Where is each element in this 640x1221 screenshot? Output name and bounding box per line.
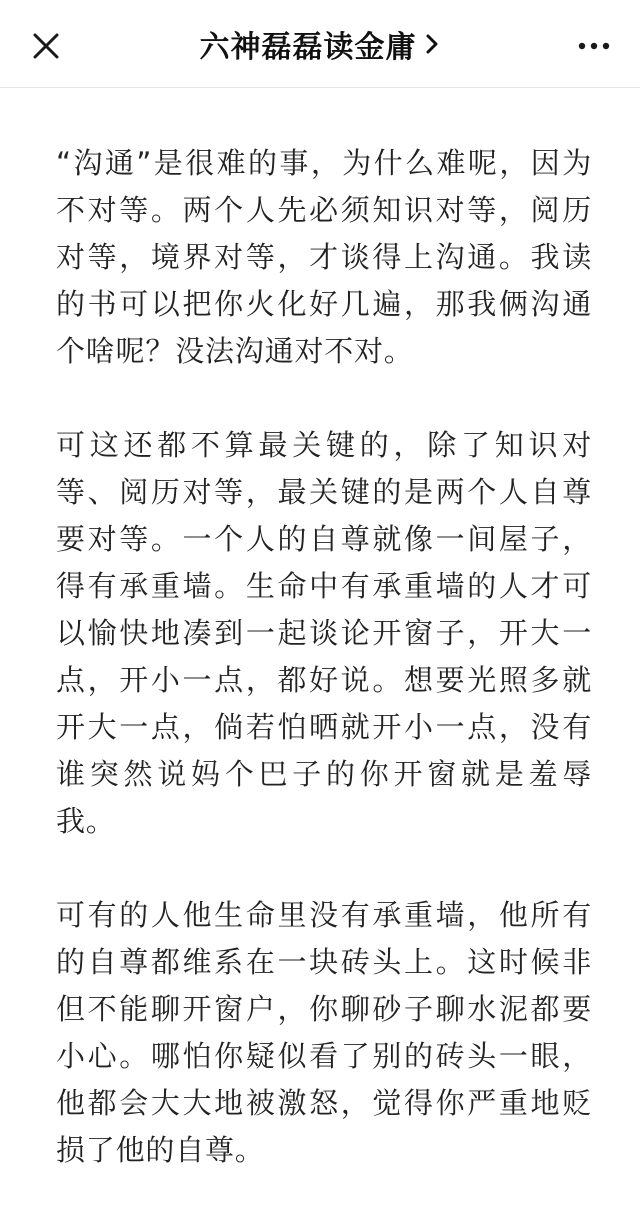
more-options-button[interactable] bbox=[574, 28, 614, 64]
article-body bbox=[56, 140, 592, 1221]
article-paragraph: “沟通”是很难的事，为什么难呢，因为不对等。两个人先必须知识对等，阅历对等，境界对等，才谈得上沟通。我读的书可以把你火化好几遍，那我俩沟通个啥呢？没法沟通对不对。 bbox=[56, 146, 592, 368]
page-title: 六神磊磊读金庸 bbox=[199, 30, 417, 65]
more-dots-icon bbox=[574, 28, 614, 64]
chevron-right-icon bbox=[423, 30, 441, 58]
account-title-link[interactable] bbox=[130, 0, 510, 88]
article-paragraph: 可这还都不算最关键的，除了知识对等、阅历对等，最关键的是两个人自尊要对等。一个人的自尊就像一间屋子，得有承重墙。生命中有承重墙的人才可以愉快地凑到一起谈论开窗子，开大一点，开小一点，都好说。想要光照多就开大一点，倘若怕晒就开小一点，没有谁突然说妈个巴子的你开窗就是羞辱我。 bbox=[56, 428, 592, 838]
close-icon bbox=[26, 26, 66, 66]
top-navigation-bar bbox=[0, 0, 640, 88]
close-button[interactable] bbox=[26, 26, 66, 66]
article-paragraph: 可有的人他生命里没有承重墙，他所有的自尊都维系在一块砖头上。这时候非但不能聊开窗户，你聊砂子聊水泥都要小心。哪怕你疑似看了别的砖头一眼，他都会大大地被激怒，觉得你严重地贬损了他的自尊。 bbox=[56, 898, 592, 1167]
